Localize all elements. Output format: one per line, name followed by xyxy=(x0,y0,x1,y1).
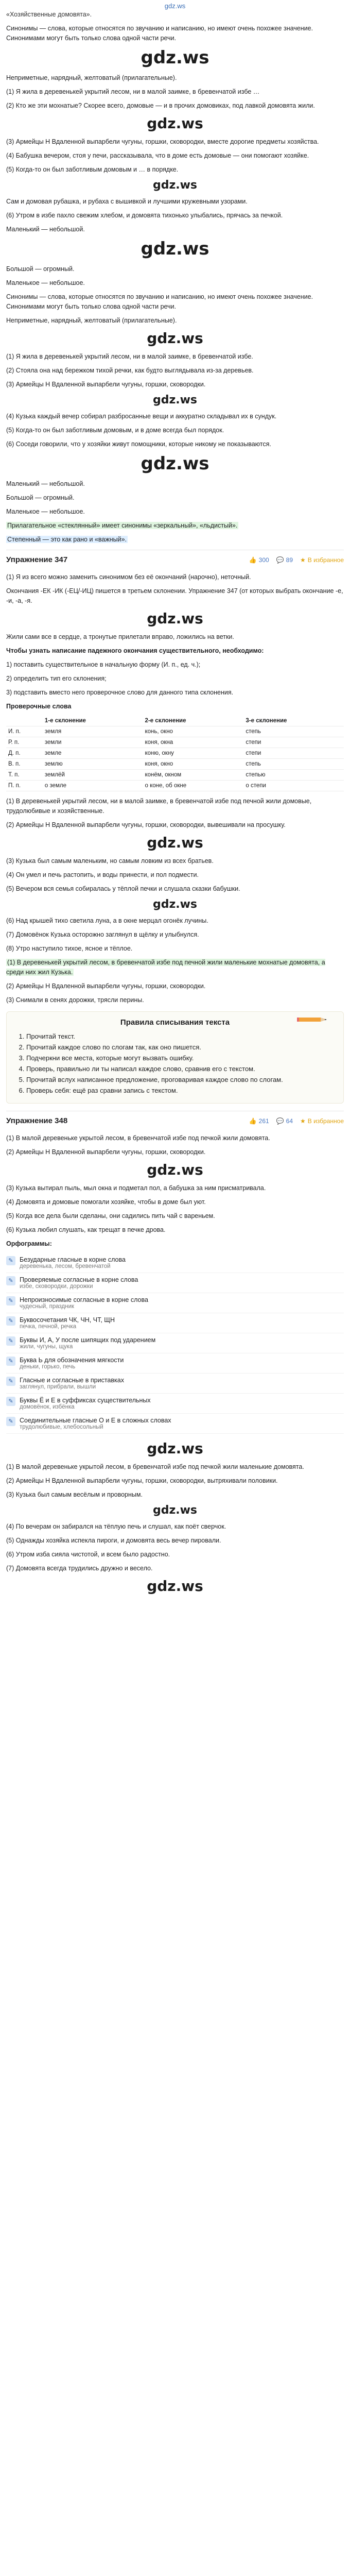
rules-title: Правила списывания текста xyxy=(120,1018,230,1027)
paragraph: (4) По вечерам он забирался на тёплую печь и слушал, как поёт сверчок. xyxy=(6,1523,226,1530)
exercise-title: Упражнение 348 xyxy=(6,1116,68,1125)
paragraph: (5) Когда-то он был заботливым домовым и … в порядке. xyxy=(6,166,179,173)
rule-item: 1. Прочитай текст. xyxy=(26,1031,335,1042)
rule-item: 5. Прочитай вслух написанное предложение, проговаривая каждое слово по слогам. xyxy=(26,1074,335,1085)
watermark: gdz.ws xyxy=(147,834,203,851)
spellings-title: Орфограммы: xyxy=(6,1240,52,1247)
paragraph: Жили сами все в сердце, а тронутые прилетали вправо, ложились на ветки. xyxy=(6,633,234,640)
rule-item: 4. Проверь, правильно ли ты написал каждое слово, сравнив его с текстом. xyxy=(26,1063,335,1074)
paragraph: Синонимы — слова, которые относятся по звучанию и написанию, но имеют очень похожее значение. Синонимами могут быть только слова одной части речи. xyxy=(6,293,313,310)
table-cell: земли xyxy=(43,737,143,748)
spelling-name: Безударные гласные в корне слова xyxy=(20,1256,126,1263)
comment-icon: 💬 xyxy=(276,556,284,564)
table-cell: степь xyxy=(243,759,344,770)
table-cell: И. п. xyxy=(6,726,43,737)
table-cell: о земле xyxy=(43,781,143,791)
spelling-examples: чудесный, праздник xyxy=(20,1303,75,1310)
table-header: 3-е склонение xyxy=(243,716,344,726)
spelling-name: Гласные и согласные в приставках xyxy=(20,1377,124,1384)
spelling-icon: ✎ xyxy=(6,1256,15,1265)
spelling-icon: ✎ xyxy=(6,1377,15,1386)
rule-question: Чтобы узнать написание падежного окончания существительного, необходимо: xyxy=(6,647,264,654)
list-item xyxy=(6,1414,344,1434)
paragraph: (6) Соседи говорили, что у хозяйки живут помощники, которые никому не показываются. xyxy=(6,440,271,448)
watermark: gdz.ws xyxy=(147,1440,203,1457)
rules-list xyxy=(15,1031,335,1096)
exercise-actions xyxy=(249,556,344,564)
spelling-name: Соединительные гласные О и Е в сложных словах xyxy=(20,1417,171,1424)
spelling-examples: деревенька, лесом, бревенчатой xyxy=(20,1263,111,1269)
table-cell: земля xyxy=(43,726,143,737)
table-cell: Р. п. xyxy=(6,737,43,748)
site-link[interactable]: gdz.ws xyxy=(164,2,186,10)
spelling-name: Непроизносимые согласные в корне слова xyxy=(20,1296,148,1303)
highlight-green: Прилагательное «стеклянный» имеет синонимы «зеркальный», «льдистый». xyxy=(7,522,238,529)
watermark: gdz.ws xyxy=(141,453,209,474)
favorite-button[interactable] xyxy=(300,1117,344,1125)
watermark: gdz.ws xyxy=(152,394,198,406)
watermark: gdz.ws xyxy=(147,610,203,627)
table-cell: В. п. xyxy=(6,759,43,770)
spelling-name: Буквы И, А, У после шипящих под ударением xyxy=(20,1336,156,1344)
spellings-list xyxy=(6,1253,344,1434)
watermark: gdz.ws xyxy=(152,1504,198,1517)
spelling-icon: ✎ xyxy=(6,1397,15,1406)
table-cell: о степи xyxy=(243,781,344,791)
highlight-blue: Степенный — это как рано и «важный». xyxy=(7,536,127,543)
table-cell: конём, окном xyxy=(143,770,243,781)
exercise-347-header xyxy=(6,550,344,568)
paragraph: (2) Кто же эти мохнатые? Скорее всего, домовые — и в прочих домовиках, под лавкой домовята жили. xyxy=(6,102,315,109)
paragraph: Сам и домовая рубашка, и рубаха с вышивкой и лучшими кружевными узорами. xyxy=(6,198,248,205)
paragraph: Маленький — небольшой. xyxy=(6,226,85,233)
watermark: gdz.ws xyxy=(147,115,203,132)
paragraph: (3) Армейцы Н Вдаленной выпарбели чугуны, горшки, сковородки, вместе дорогие предметы хозяйства. xyxy=(6,138,319,145)
table-cell: коню, окну xyxy=(143,748,243,759)
list-item xyxy=(6,1253,344,1273)
spelling-name: Проверяемые согласные в корне слова xyxy=(20,1276,138,1283)
declension-table xyxy=(6,716,344,791)
table-cell: Т. п. xyxy=(6,770,43,781)
paragraph: (7) Домовята всегда трудились дружно и весело. xyxy=(6,1565,153,1572)
paragraph: (3) Армейцы Н Вдаленной выпарбели чугуны, горшки, сковородки. xyxy=(6,381,206,388)
paragraph: (1) Я из всего можно заменить синонимом без её окончаний (нарочно), неточный. xyxy=(6,573,251,581)
pencil-icon xyxy=(297,1015,328,1024)
rule-step: 3) подставить вместо него проверочное слово для данного типа склонения. xyxy=(6,689,234,696)
paragraph: (5) Когда-то он был заботливым домовым, и в доме всегда был порядок. xyxy=(6,427,224,434)
like-count: 261 xyxy=(258,1117,269,1125)
table-row xyxy=(6,726,344,737)
watermark: gdz.ws xyxy=(147,330,203,347)
favorite-button[interactable] xyxy=(300,556,344,564)
paragraph: (6) Над крышей тихо светила луна, а в окне мерцал огонёк лучины. xyxy=(6,917,208,924)
favorite-label: В избранное xyxy=(307,556,344,564)
table-header: 2-е склонение xyxy=(143,716,243,726)
spelling-icon: ✎ xyxy=(6,1417,15,1426)
paragraph: (1) В деревенькей укрытий лесом, ни в малой заимке, в бревенчатой избе под печной жили домовые, трудолюбивые и хозяйственные. xyxy=(6,798,312,815)
list-item xyxy=(6,1333,344,1353)
table-cell: степи xyxy=(243,737,344,748)
watermark: gdz.ws xyxy=(152,898,198,911)
watermark: gdz.ws xyxy=(152,179,198,192)
table-header-row xyxy=(6,716,344,726)
spelling-icon: ✎ xyxy=(6,1276,15,1285)
table-cell: землю xyxy=(43,759,143,770)
table-cell: степи xyxy=(243,748,344,759)
spelling-examples: деньки, горько, печь xyxy=(20,1364,76,1370)
paragraph: (6) Утром изба сияла чистотой, и всем было радостно. xyxy=(6,1551,170,1558)
paragraph: (8) Утро наступило тихое, ясное и тёплое. xyxy=(6,945,133,952)
spelling-examples: домовёнок, избёнка xyxy=(20,1404,75,1410)
paragraph: Маленькое — небольшое. xyxy=(6,279,85,286)
star-icon: ★ xyxy=(300,1117,306,1125)
table-cell: коня, окна xyxy=(143,737,243,748)
paragraph: Большой — огромный. xyxy=(6,265,75,273)
paragraph: (5) Вечером вся семья собиралась у тёплой печки и слушала сказки бабушки. xyxy=(6,885,240,892)
table-header xyxy=(6,716,43,726)
paragraph: (4) Бабушка вечером, стоя у печи, рассказывала, что в доме есть домовые — они помогают хозяйке. xyxy=(6,152,309,159)
exercise-prev xyxy=(6,10,344,545)
like-button[interactable] xyxy=(249,556,269,564)
paragraph: (3) Кузька вытирал пыль, мыл окна и подметал пол, а бабушка за ним присматривала. xyxy=(6,1184,266,1192)
list-item xyxy=(6,1394,344,1414)
table-row xyxy=(6,748,344,759)
watermark: gdz.ws xyxy=(141,239,209,259)
favorite-label: В избранное xyxy=(307,1117,344,1125)
table-row xyxy=(6,770,344,781)
rule-step: 2) определить тип его склонения; xyxy=(6,675,107,682)
watermark: gdz.ws xyxy=(141,47,209,68)
rule-step: 1) поставить существительное в начальную форму (И. п., ед. ч.); xyxy=(6,661,201,668)
list-item xyxy=(6,1374,344,1394)
exercise-347-body xyxy=(6,572,344,1005)
rule-item: 3. Подчеркни все места, которые могут вызвать ошибку. xyxy=(26,1053,335,1063)
paragraph: (2) Армейцы Н Вдаленной выпарбели чугуны, горшки, сковородки, вывешивали на просушку. xyxy=(6,821,286,828)
list-item xyxy=(6,1293,344,1313)
list-item xyxy=(6,1353,344,1374)
paragraph: Окончания -ЕК -ИК (-ЕЦ/-ИЦ) пишется в третьем склонении. Упражнение 347 (от которых выбрать окончание -е, -и, -а, -я. xyxy=(6,587,343,604)
table-header: 1-е склонение xyxy=(43,716,143,726)
paragraph: (1) Я жила в деревенькей укрытий лесом, ни в малой заимке, в бревенчатой избе … xyxy=(6,88,260,95)
list-item xyxy=(6,1313,344,1333)
list-item xyxy=(6,1273,344,1293)
spelling-examples: избе, сковородки, дорожки xyxy=(20,1283,93,1290)
paragraph: Маленькое — небольшое. xyxy=(6,508,85,515)
paragraph: (2) Армейцы Н Вдаленной выпарбели чугуны, горшки, сковородки, вытряхивали половики. xyxy=(6,1477,278,1484)
table-cell: Д. п. xyxy=(6,748,43,759)
spelling-name: Буквосочетания ЧК, ЧН, ЧТ, ЩН xyxy=(20,1316,115,1324)
table-row xyxy=(6,781,344,791)
spelling-examples: трудолюбивые, хлебосольный xyxy=(20,1424,103,1430)
star-icon: ★ xyxy=(300,556,306,564)
like-button[interactable] xyxy=(249,1117,269,1125)
exercise-actions xyxy=(249,1117,344,1125)
paragraph: (3) Снимали в сенях дорожки, трясли перины. xyxy=(6,996,144,1004)
comment-icon: 💬 xyxy=(276,1117,284,1125)
rule-item: 6. Проверь себя: ещё раз сравни запись с текстом. xyxy=(26,1085,335,1096)
spelling-icon: ✎ xyxy=(6,1296,15,1306)
paragraph: (6) Кузька любил слушать, как трещат в печке дрова. xyxy=(6,1226,166,1233)
paragraph: Маленький — небольшой. xyxy=(6,480,85,487)
page-content xyxy=(0,10,350,1595)
rule-item: 2. Прочитай каждое слово по слогам так, как оно пишется. xyxy=(26,1042,335,1053)
paragraph: (4) Он умел и печь растопить, и воды принести, и пол подмести. xyxy=(6,871,199,878)
highlight-green: (1) В деревенькей укрытий лесом, в бревенчатой избе под печной жили маленькие мохнатые домовята, а среди них жил Кузька. xyxy=(6,959,325,976)
spelling-icon: ✎ xyxy=(6,1316,15,1326)
table-cell: о коне, об окне xyxy=(143,781,243,791)
paragraph: (1) Я жила в деревенькей укрытий лесом, ни в малой заимке, в бревенчатой избе. xyxy=(6,353,253,360)
spelling-examples: печка, печной, речка xyxy=(20,1324,77,1330)
table-row xyxy=(6,759,344,770)
comments-button[interactable] xyxy=(276,556,293,564)
paragraph: Синонимы — слова, которые относятся по звучанию и написанию, но имеют очень похожее значение. Синонимами могут быть только слова одной части речи. xyxy=(6,25,313,42)
table-cell: коня, окно xyxy=(143,759,243,770)
paragraph: (3) Кузька был самым весёлым и проворным. xyxy=(6,1491,143,1498)
paragraph: Неприметные, нарядный, желтоватый (прилагательные). xyxy=(6,74,177,81)
spelling-name: Буква Ь для обозначения мягкости xyxy=(20,1357,124,1364)
paragraph: (5) Однажды хозяйка испекла пироги, и домовята весь вечер пировали. xyxy=(6,1537,221,1544)
paragraph: (2) Стояла она над бережком тихой речки, как будто выглядывала из-за деревьев. xyxy=(6,367,254,374)
comments-button[interactable] xyxy=(276,1117,293,1125)
spelling-icon: ✎ xyxy=(6,1336,15,1346)
paragraph: (6) Утром в избе пахло свежим хлебом, и домовята тихонько улыбались, прячась за печкой. xyxy=(6,212,283,219)
paragraph: «Хозяйственные домовята». xyxy=(6,11,92,18)
exercise-title: Упражнение 347 xyxy=(6,555,68,564)
comment-count: 64 xyxy=(286,1117,293,1125)
paragraph: (2) Армейцы Н Вдаленной выпарбели чугуны, горшки, сковородки. xyxy=(6,982,206,990)
spelling-icon: ✎ xyxy=(6,1357,15,1366)
table-cell: землёй xyxy=(43,770,143,781)
paragraph: Большой — огромный. xyxy=(6,494,75,501)
exercise-348-body xyxy=(6,1133,344,1595)
paragraph: (3) Кузька был самым маленьким, но самым ловким из всех братьев. xyxy=(6,857,214,865)
exercise-348-header xyxy=(6,1111,344,1129)
comment-count: 89 xyxy=(286,556,293,564)
watermark: gdz.ws xyxy=(147,1578,203,1595)
watermark: gdz.ws xyxy=(147,1161,203,1178)
thumbs-up-icon: 👍 xyxy=(249,556,257,564)
paragraph: (2) Армейцы Н Вдаленной выпарбели чугуны, горшки, сковородки. xyxy=(6,1148,206,1156)
paragraph: (1) В малой деревеньке укрытой лесом, в бревенчатой избе под печкой жили маленькие домовята. xyxy=(6,1463,304,1470)
paragraph: (7) Домовёнок Кузька осторожно заглянул в щёлку и улыбнулся. xyxy=(6,931,199,938)
spelling-examples: заглянул, прибрали, вышли xyxy=(20,1384,96,1390)
table-row xyxy=(6,737,344,748)
table-cell: земле xyxy=(43,748,143,759)
table-cell: П. п. xyxy=(6,781,43,791)
table-cell: конь, окно xyxy=(143,726,243,737)
paragraph: (4) Кузька каждый вечер собирал разбросанные вещи и аккуратно складывал их в сундук. xyxy=(6,413,277,420)
paragraph: (1) В малой деревеньке укрытой лесом, в бревенчатой избе под печкой жили домовята. xyxy=(6,1134,270,1142)
spelling-name: Буквы Ё и Е в суффиксах существительных xyxy=(20,1397,151,1404)
table-title: Проверочные слова xyxy=(6,703,72,710)
table-cell: степью xyxy=(243,770,344,781)
thumbs-up-icon: 👍 xyxy=(249,1117,257,1125)
table-cell: степь xyxy=(243,726,344,737)
paragraph: (5) Когда все дела были сделаны, они садились пить чай с вареньем. xyxy=(6,1212,215,1219)
rules-card xyxy=(6,1011,344,1104)
paragraph: (4) Домовята и домовые помогали хозяйке, чтобы в доме был уют. xyxy=(6,1198,206,1206)
paragraph: Неприметные, нарядный, желтоватый (прилагательные). xyxy=(6,317,177,324)
spelling-examples: жили, чугуны, щука xyxy=(20,1344,73,1350)
like-count: 300 xyxy=(258,556,269,564)
